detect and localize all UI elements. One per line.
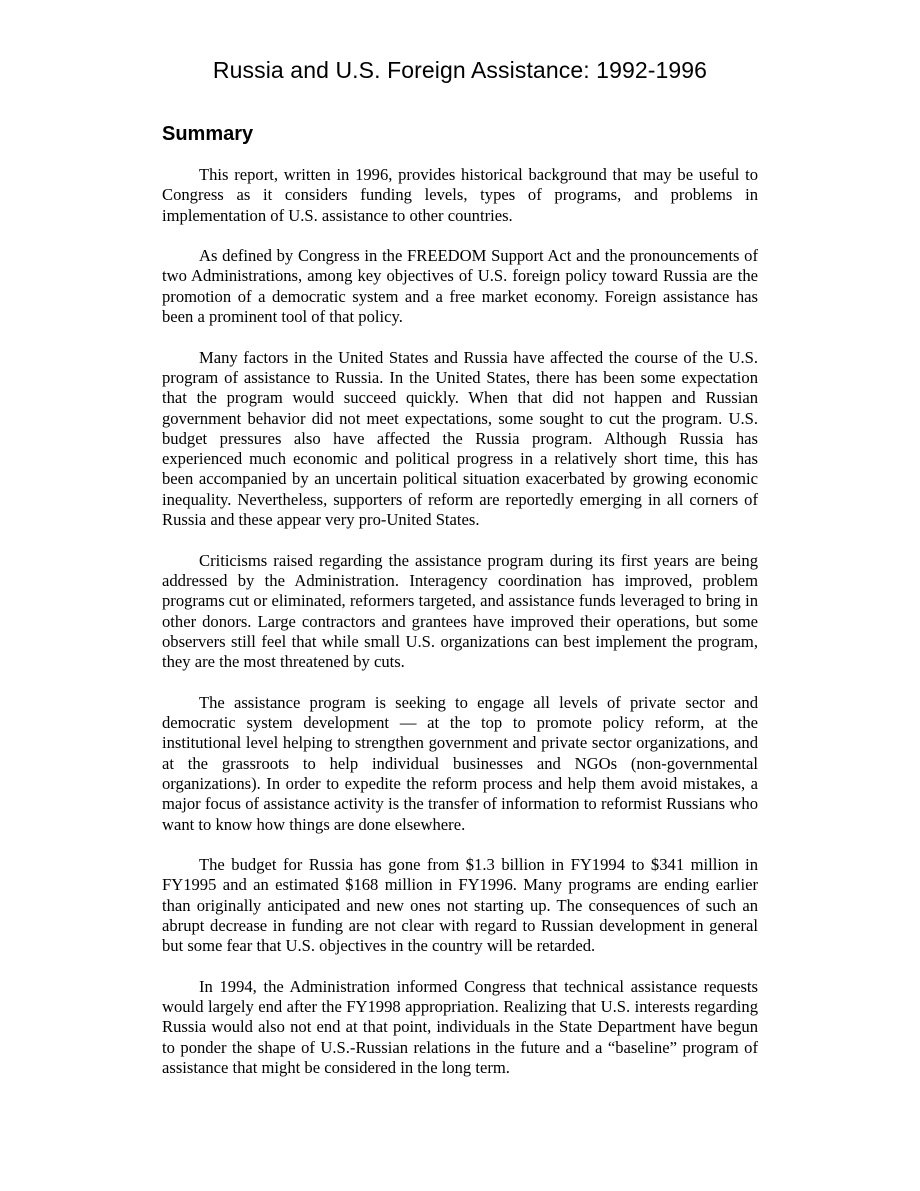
paragraph: In 1994, the Administration informed Congress that technical assistance requests would largely end after the FY1998 appropriation. Realizing that U.S. interests regarding Russia would also not end at that point, individuals in the State Department have begun to ponder the shape of U.S.-Russian relations in the future and a “baseline” program of assistance that might be considered in the long term. [162, 976, 758, 1078]
section-heading-summary: Summary [162, 123, 254, 145]
paragraph: Many factors in the United States and Russia have affected the course of the U.S. program of assistance to Russia. In the United States, there has been some expectation that the program would succeed quickly. When that did not happen and Russian government behavior did not meet expectations, some sought to cut the program. U.S. budget pressures also have affected the Russia program. Although Russia has experienced much economic and political progress in a relatively short time, this has been accompanied by an uncertain political situation exacerbated by growing economic inequality. Nevertheless, supporters of reform are reportedly emerging in all corners of Russia and these appear very pro-United States. [162, 347, 758, 530]
summary-body [162, 165, 758, 1078]
paragraph: The assistance program is seeking to engage all levels of private sector and democratic system development — at the top to promote policy reform, at the institutional level helping to strengthen government and private sector organizations, and at the grassroots to help individual businesses and NGOs (non-governmental organizations). In order to expedite the reform process and help them avoid mistakes, a major focus of assistance activity is the transfer of information to reformist Russians who want to know how things are done elsewhere. [162, 692, 758, 834]
document-title: Russia and U.S. Foreign Assistance: 1992-1996 [212, 57, 708, 83]
paragraph: The budget for Russia has gone from $1.3 billion in FY1994 to $341 million in FY1995 and an estimated $168 million in FY1996. Many programs are ending earlier than originally anticipated and new ones not starting up. The consequences of such an abrupt decrease in funding are not clear with regard to Russian development in general but some fear that U.S. objectives in the country will be retarded. [162, 855, 758, 956]
paragraph: This report, written in 1996, provides historical background that may be useful to Congress as it considers funding levels, types of programs, and problems in implementation of U.S. assistance to other countries. [162, 165, 758, 225]
paragraph: As defined by Congress in the FREEDOM Support Act and the pronouncements of two Administrations, among key objectives of U.S. foreign policy toward Russia are the promotion of a democratic system and a free market economy. Foreign assistance has been a prominent tool of that policy. [162, 246, 758, 327]
paragraph: Criticisms raised regarding the assistance program during its first years are being addressed by the Administration. Interagency coordination has improved, problem programs cut or eliminated, reformers targeted, and assistance funds leveraged to bring in other donors. Large contractors and grantees have improved their operations, but some observers still feel that while small U.S. organizations can best implement the program, they are the most threatened by cuts. [162, 550, 758, 672]
